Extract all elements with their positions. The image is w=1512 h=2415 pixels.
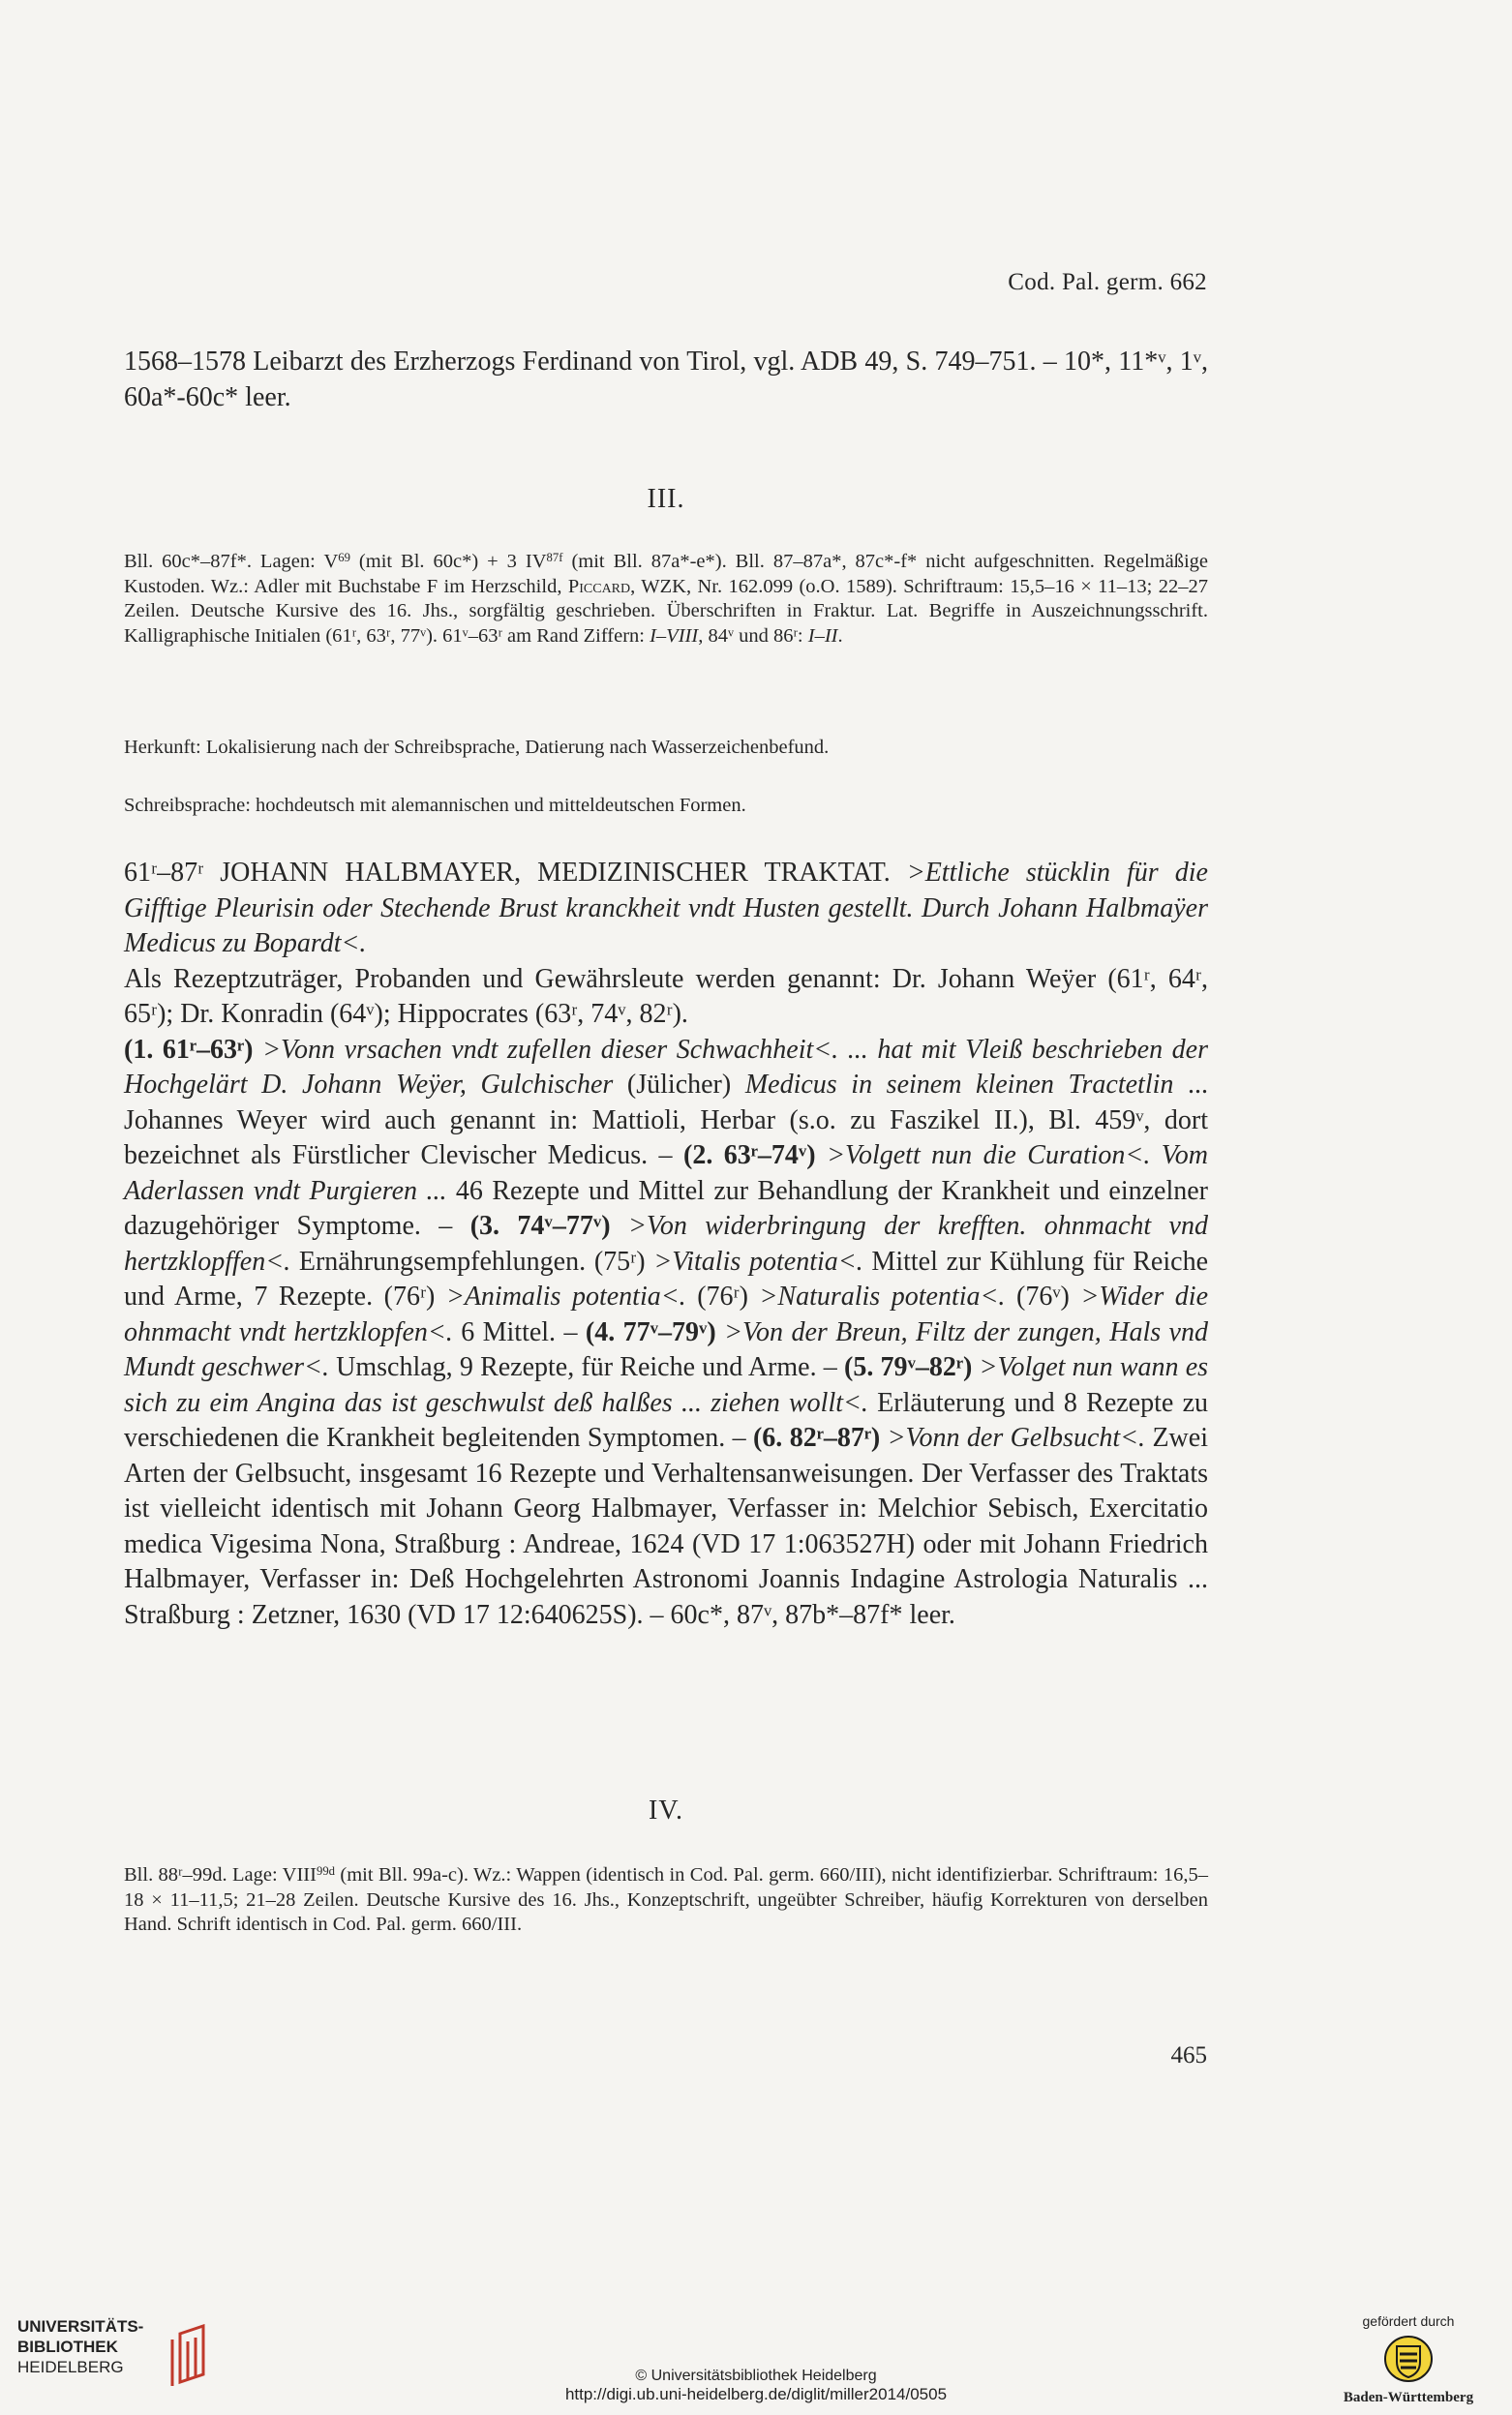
- treatise-entry: [124, 856, 1208, 1633]
- persons-paragraph: Als Rezeptzuträger, Probanden und Gewährsleute werden genannt: Dr. Johann Weÿer (61ʳ, 64ʳ, 65ʳ); Dr. Konradin (64ᵛ); Hippocrates (63ʳ, 74ᵛ, 82ʳ).: [124, 963, 1208, 1029]
- codicology-description-iv: Bll. 88ʳ–99d. Lage: $VIII^{99d}$ (mit Bll. 99a-c). Wz.: Wappen (identisch in Cod. Pal. germ. 660/III), nicht identifizierbar. Schriftraum: 16,5–18 × 11–11,5; 21–28 Zeilen. Deutsche Kursive des 16. Jhs., Konzeptschrift, ungeübter Schreiber, häufig Korrekturen von derselben Hand. Schrift identisch in Cod. Pal. germ. 660/III.: [124, 1864, 1208, 1935]
- section-heading-iv: IV.: [649, 1796, 683, 1826]
- funding-logo: [1326, 2313, 1491, 2406]
- intro-paragraph: 1568–1578 Leibarzt des Erzherzogs Ferdinand von Tirol, vgl. ADB 49, S. 749–751. – 10*, 11*ᵛ, 1ᵛ, 60a*-60c* leer.: [124, 347, 1208, 412]
- codicology-description: Bll. 60c*–87f*. Lagen: $V^{69}$ (mit Bl. 60c*) + 3 $IV^{87f}$ (mit Bll. 87a*-e*). Bll. 87–87a*, 87c*-f* nicht aufgeschnitten. Regelmäßige Kustoden. Wz.: Adler mit Buchstabe F im Herzschild, Piccard, WZK, Nr. 162.099 (o.O. 1589). Schriftraum: 15,5–16 × 11–13; 22–27 Zeilen. Deutsche Kursive des 16. Jhs., sorgfältig geschrieben. Überschriften in Fraktur. Lat. Begriffe in Auszeichnungsschrift. Kalligraphische Initialen (61ʳ, 63ʳ, 77ᵛ). 61ᵛ–63ʳ am Rand Ziffern: I–VIII, 84ᵛ und 86ʳ: I–II.: [124, 551, 1208, 647]
- entry-heading: 61ʳ–87ʳ JOHANN HALBMAYER, MEDIZINISCHER TRAKTAT. >Ettliche stücklin für die Gifftige Pleurisin oder Stechende Brust kranckheit vndt Husten gestellt. Durch Johann Halbmaÿer Medicus zu Bopardt<.: [124, 858, 1208, 958]
- library-name: UNIVERSITÄTS- BIBLIOTHEK HEIDELBERG: [17, 2317, 144, 2376]
- page-number: 465: [1170, 2042, 1207, 2068]
- provenance-note: Herkunft: Lokalisierung nach der Schreibsprache, Datierung nach Wasserzeichenbefund.: [124, 737, 830, 758]
- state-name: Baden-Württemberg: [1343, 2390, 1474, 2405]
- permalink[interactable]: http://digi.ub.uni-heidelberg.de/diglit/miller2014/0505: [564, 2385, 948, 2403]
- contents-paragraph: (1. 61ʳ–63ʳ) >Vonn vrsachen vndt zufellen dieser Schwachheit<. ... hat mit Vleiß beschrieben der Hochgelärt D. Johann Weÿer, Gulchischer (Jülicher) Medicus in seinem kleinen Tractetlin ... Johannes Weyer wird auch genannt in: Mattioli, Herbar (s.o. zu Faszikel II.), Bl. 459ᵛ, dort bezeichnet als Fürstlicher Clevischer Medicus. – (2. 63ʳ–74ᵛ) >Volgett nun die Curation<. Vom Aderlassen vndt Purgieren ... 46 Rezepte und Mittel zur Behandlung der Krankheit und einzelner dazugehöriger Symptome. – (3. 74ᵛ–77ᵛ) >Von widerbringung der krefften. ohnmacht vnd hertzklopffen<. Ernährungsempfehlungen. (75ʳ) >Vitalis potentia<. Mittel zur Kühlung für Reiche und Arme, 7 Rezepte. (76ʳ) >Animalis potentia<. (76ʳ) >Naturalis potentia<. (76ᵛ) >Wider die ohnmacht vndt hertzklopfen<. 6 Mittel. – (4. 77ᵛ–79ᵛ) >Von der Breun, Filtz der zungen, Hals vnd Mundt geschwer<. Umschlag, 9 Rezepte, für Reiche und Arme. – (5. 79ᵛ–82ʳ) >Volget nun wann es sich zu eim Angina das ist geschwulst deß halßes ... ziehen wollt<. Erläuterung und 8 Rezepte zu verschiedenen die Krankheit begleitenden Symptomen. – (6. 82ʳ–87ʳ) >Vonn der Gelbsucht<. Zwei Arten der Gelbsucht, insgesamt 16 Rezepte und Verhaltensanweisungen. Der Verfasser des Traktats ist vielleicht identisch mit Johann Georg Halbmayer, Verfasser in: Melchior Sebisch, Exercitatio medica Vigesima Nona, Straßburg : Andreae, 1624 (VD 17 1:063527H) oder mit Johann Friedrich Halbmayer, Verfasser in: Deß Hochgelehrten Astronomi Joannis Indagine Astrologia Naturalis ... Straßburg : Zetzner, 1630 (VD 17 12:640625S). – 60c*, 87ᵛ, 87b*–87f* leer.: [124, 1034, 1209, 1630]
- section-heading-iii: III.: [647, 484, 685, 514]
- state-coat-of-arms-icon: [1383, 2335, 1434, 2383]
- copyright-notice: © Universitätsbibliothek Heidelberg: [635, 2368, 877, 2384]
- running-header: Cod. Pal. germ. 662: [1008, 269, 1207, 295]
- language-note: Schreibsprache: hochdeutsch mit alemannischen und mitteldeutschen Formen.: [124, 795, 746, 816]
- funding-label: gefördert durch: [1362, 2313, 1455, 2329]
- piccard-reference: Piccard: [567, 575, 631, 597]
- footer-attribution: [0, 2367, 1512, 2403]
